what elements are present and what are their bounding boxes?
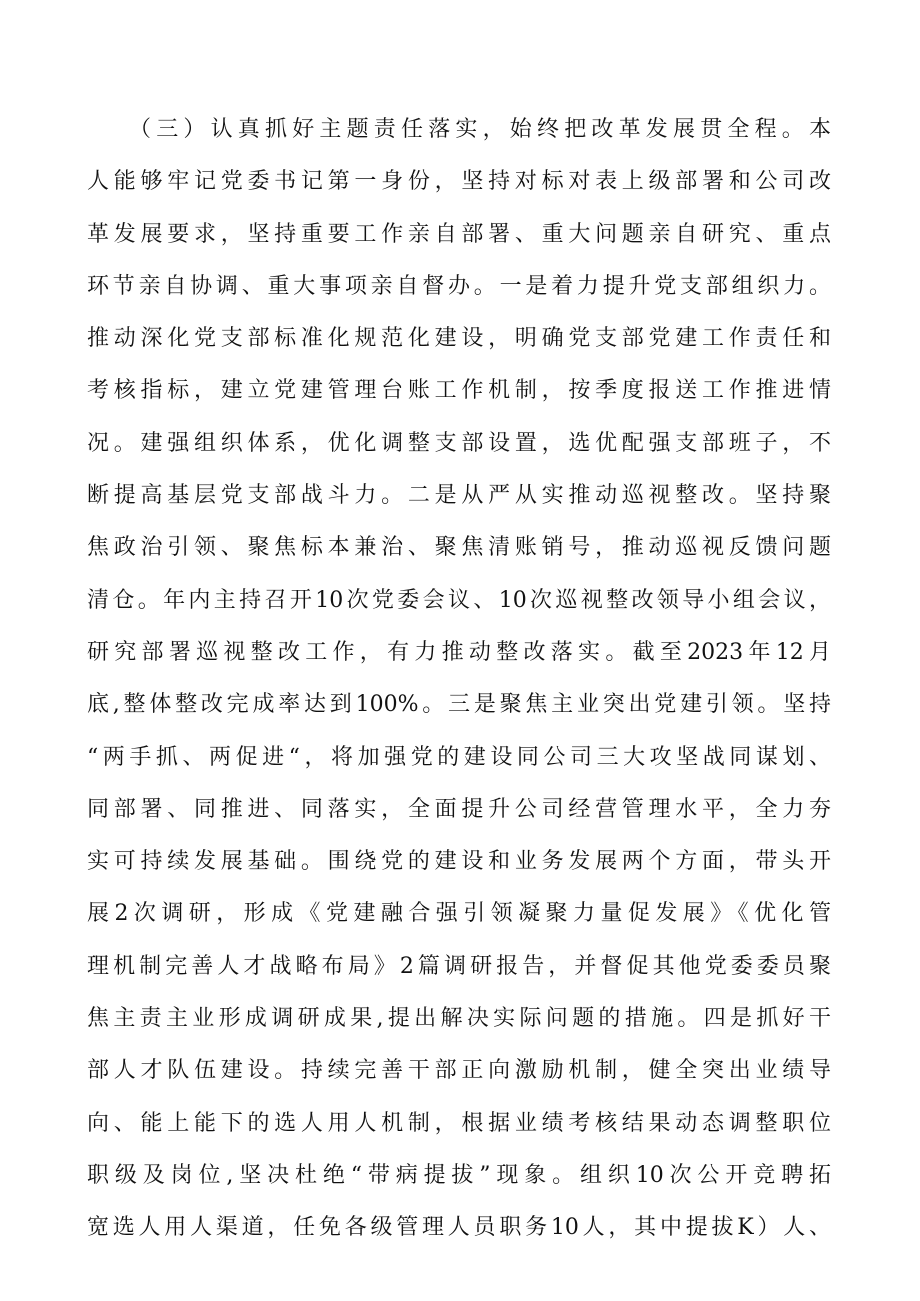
text-line: 同部署、同推进、同落实，全面提升公司经营管理水平，全力夯 [87,796,831,822]
text-line: 向、能上能下的选人用人机制，根据业绩考核结果动态调整职位 [87,1110,831,1136]
text-line: 职级及岗位,坚决杜绝“带病提拔”现象。组织10次公开竞聘拓 [87,1162,831,1188]
text-line: 革发展要求，坚持重要工作亲自部署、重大问题亲自研究、重点 [87,221,831,247]
text-line: 宽选人用人渠道，任免各级管理人员职务10人，其中提拔K）人、 [87,1215,831,1241]
text-line: 清仓。年内主持召开10次党委会议、10次巡视整改领导小组会议， [87,587,831,613]
text-line: 展2次调研，形成《党建融合强引领凝聚力量促发展》《优化管 [87,901,831,927]
text-line: 焦政治引领、聚焦标本兼治、聚焦清账销号，推动巡视反馈问题 [87,535,831,561]
text-line: “两手抓、两促进“，将加强党的建设同公司三大攻坚战同谋划、 [87,744,831,770]
text-line: 部人才队伍建设。持续完善干部正向激励机制，健全突出业绩导 [87,1058,831,1084]
text-line: 况。建强组织体系，优化调整支部设置，选优配强支部班子，不 [87,430,831,456]
text-line: 考核指标，建立党建管理台账工作机制，按季度报送工作推进情 [87,378,831,404]
text-line: 环节亲自协调、重大事项亲自督办。一是着力提升党支部组织力。 [87,273,831,299]
text-line: 底,整体整改完成率达到100%。三是聚焦主业突出党建引领。坚持 [87,692,831,718]
text-line: 实可持续发展基础。围绕党的建设和业务发展两个方面，带头开 [87,849,831,875]
text-line: 理机制完善人才战略布局》2篇调研报告，并督促其他党委委员聚 [87,953,831,979]
text-line: 研究部署巡视整改工作，有力推动整改落实。截至2023年12月 [87,639,831,665]
text-line: （三）认真抓好主题责任落实，始终把改革发展贯全程。本 [129,117,831,142]
text-line: 推动深化党支部标准化规范化建设，明确党支部党建工作责任和 [87,326,831,352]
text-line: 人能够牢记党委书记第一身份，坚持对标对表上级部署和公司改 [87,169,831,195]
text-line: 焦主责主业形成调研成果,提出解决实际问题的措施。四是抓好干 [87,1006,831,1032]
document-body [87,113,831,1264]
text-line: 断提高基层党支部战斗力。二是从严从实推动巡视整改。坚持聚 [87,483,831,509]
